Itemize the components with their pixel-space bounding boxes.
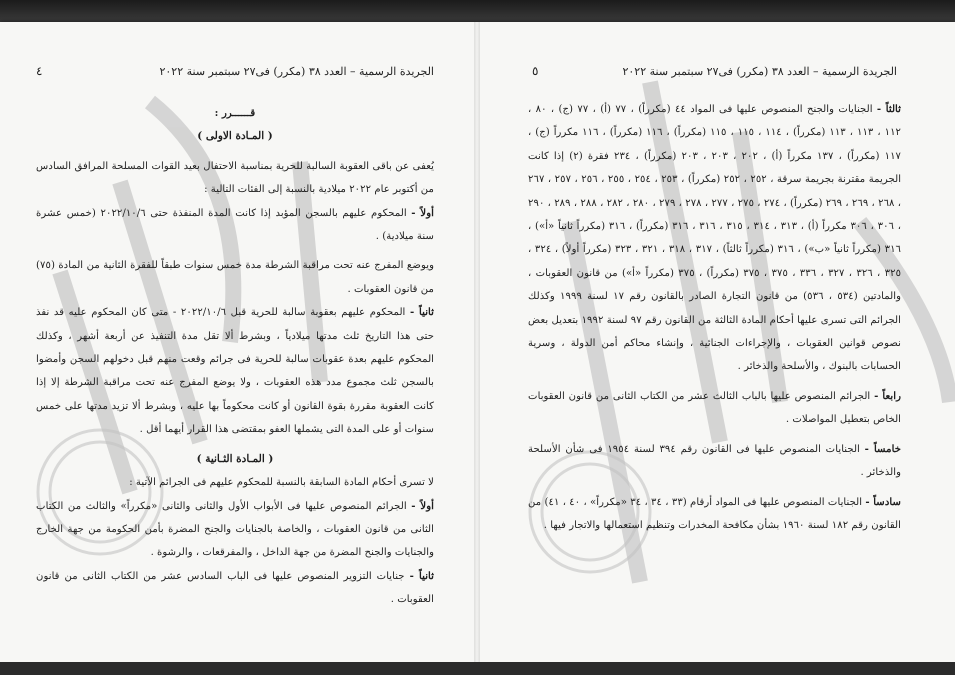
article-1-title: ( المـادة الاولى ) [197, 130, 273, 143]
page-body [36, 102, 434, 612]
clause-text: الجرائم المنصوص عليها فى الأبواب الأول والثانى والثانى «مكرراً» والثالث من الكتاب الثانى من قانون العقوبات ، والخاصة بالجنايات والجنح المضرة بأمن الحكومة من جهة الخارج والجنايات والجنح المضرة من جهة الداخل ، والمفرقعات ، والرشوة . [36, 500, 434, 559]
page-number: ٥ [532, 64, 539, 78]
viewer-top-bar [0, 0, 955, 22]
exclusion-fifth [528, 438, 901, 485]
exclusion-first [36, 495, 434, 565]
header-title: الجريدة الرسمية – العدد ٣٨ (مكرر) فى٢٧ سبتمبر سنة ٢٠٢٢ [159, 64, 434, 78]
clause-label: أولاً - [411, 499, 434, 512]
police-supervision-note: ويوضع المفرج عنه تحت مراقبة الشرطة مدة خمس سنوات طبقاً للفقرة الثانية من المادة (٧٥) من قانون العقوبات . [36, 260, 434, 295]
exclusion-fourth [528, 385, 901, 432]
clause-text: الجنايات المنصوص عليها فى المواد أرقام (٣٣ ، ٣٤ ، ٣٤ «مكرراً» ، ٤٠ ، ٤١) من القانون رقم ١٨٢ لسنة ١٩٦٠ بشأن مكافحة المخدرات وتنظيم استعمالها والاتجار فيها . [528, 496, 901, 531]
article-2-title: ( المـادة الثـانية ) [196, 452, 274, 465]
page-header [532, 64, 897, 78]
clause-label: خامساً - [864, 442, 901, 455]
clause-label: ثانياً - [409, 306, 434, 319]
page-5 [480, 22, 955, 662]
clause-label: ثالثاً - [876, 103, 901, 115]
page-number: ٤ [36, 64, 43, 78]
header-title: الجريدة الرسمية – العدد ٣٨ (مكرر) فى٢٧ سبتمبر سنة ٢٠٢٢ [622, 64, 897, 78]
clause-text: الجنايات والجنح المنصوص عليها فى المواد ٤٤ (مكرراً) ، ٧٧ (أ) ، ٧٧ (ج) ، ٨٠ ، ١١٢ ، ١١٣ ، ١١٣ (مكرراً) ، ١١٤ ، ١١٥ ، ١١٥ (مكرراً) ، ١١٦ (مكرراً) ، ١١٦ مكرراً (ج) ، ١١٧ (مكرراً) ، ١٣٧ مكرراً (أ) ، ٢٠٢ ، ٢٠٣ ، ٢٠٣ (مكرراً) ، ٢٣٤ فقرة (٢) إذا كانت الجريمة مقترنة بجريمة سرقة ، ٢٥٢ ، ٢٥٢ (مكرراً) ، ٢٥٣ ، ٢٥٤ ، ٢٥٥ ، ٢٥٦ ، ٢٥٧ ، ٢٦٧ ، ٢٦٨ ، ٢٦٩ ، ٢٦٩ (مكرراً) ، ٢٧٤ ، ٢٧٥ ، ٢٧٧ ، ٢٧٨ ، ٢٧٩ ، ٢٨٠ ، ٢٨٢ ، ٢٨٨ ، ٢٨٩ ، ٢٩٠ ، ٣٠٦ ، ٣٠٦ مكرراً (أ) ، ٣١٣ ، ٣١٤ ، ٣١٥ ، ٣١٦ ، ٣١٦ (مكرراً) ، ٣١٦ (مكرراً ثانياً «أ») ، ٣١٦ (مكرراً ثانياً «ب») ، ٣١٦ (مكرراً ثالثاً) ، ٣١٧ ، ٣١٨ ، ٣٢١ ، ٣٢٣ (مكرراً أولاً) ، ٣٢٤ ، ٣٢٥ ، ٣٢٦ ، ٣٢٧ ، ٣٣٦ ، ٣٧٥ ، ٣٧٥ (مكرراً) ، ٣٧٥ (مكرراً «أ») من قانون العقوبات ، والمادتين (٥٣٤ ، ٥٣٦) من قانون التجارة الصادر بالقانون رقم ١٧ لسنة ١٩٩٩ وكذلك الجرائم التى تسرى عليها أحكام المادة الثالثة من القانون رقم ٩٧ لسنة ١٩٩٢ بتعديل بعض نصوص قوانين العقوبات ، والإجراءات الجنائية ، وإنشاء محاكم أمن الدولة ، وسرية الحسابات بالبنوك ، والأسلحة والذخائر . [528, 104, 902, 373]
clause-label: ثانياً - [409, 569, 434, 582]
page-4 [0, 22, 474, 662]
viewer-bottom-bar [0, 662, 955, 675]
exclusion-sixth [528, 491, 901, 538]
clause-second [36, 301, 434, 441]
page-header [36, 64, 434, 78]
clause-text: جنايات التزوير المنصوص عليها فى الباب السادس عشر من الكتاب الثانى من قانون العقوبات . [36, 570, 434, 606]
clause-label: رابعاً - [874, 389, 901, 402]
exclusion-third [528, 98, 901, 379]
clause-text: المحكوم عليهم بالسجن المؤبد إذا كانت المدة المنفذة حتى ٢٠٢٢/١٠/٦ (خمس عشرة سنة ميلادية) . [36, 207, 434, 243]
article-1-intro: يُعفى عن باقى العقوبة السالبة للحرية بمناسبة الاحتفال بعيد القوات المسلحة المرافق السادس من أكتوبر عام ٢٠٢٢ ميلادية بالنسبة إلى الفئات التالية : [36, 160, 434, 196]
clause-label: أولاً - [411, 206, 434, 219]
decree-title: قــــــرر : [214, 107, 256, 119]
clause-text: الجنايات المنصوص عليها فى القانون رقم ٣٩٤ لسنة ١٩٥٤ فى شأن الأسلحة والذخائر . [528, 443, 901, 479]
clause-text: الجرائم المنصوص عليها بالباب الثالث عشر من الكتاب الثانى من قانون العقوبات الخاص بتعطيل المواصلات . [528, 390, 901, 426]
page-body [528, 98, 901, 537]
exclusion-second [36, 565, 434, 612]
clause-first [36, 202, 434, 249]
article-2-intro: لا تسرى أحكام المادة السابقة بالنسبة للمحكوم عليهم فى الجرائم الآتية : [129, 477, 434, 489]
clause-label: سادساً - [865, 495, 902, 508]
clause-text: المحكوم عليهم بعقوبة سالبة للحرية قبل ٢٠٢٢/١٠/٦ - متى كان المحكوم عليه قد نفذ حتى هذا التاريخ ثلث مدتها ميلادياً ، وبشرط ألا تقل مدة التنفيذ عن أربعة أشهر ، وكذلك المحكوم عليهم بعدة عقوبات سالبة للحرية فى جرائم وقعت منهم قبل دخولهم السجن وأمضوا بالسجن ثلث مجموع مدد هذه العقوبات ، ولا يوضع المفرج عنه تحت مراقبة الشرطة إلا إذا كانت العقوبة مقررة بقوة القانون أو كانت محكوماً بها عليه ، وبشرط ألا تزيد مدتها على خمس سنوات أو على المدة التى يشملها العفو بمقتضى هذا القرار أيهما أقل . [36, 307, 434, 436]
